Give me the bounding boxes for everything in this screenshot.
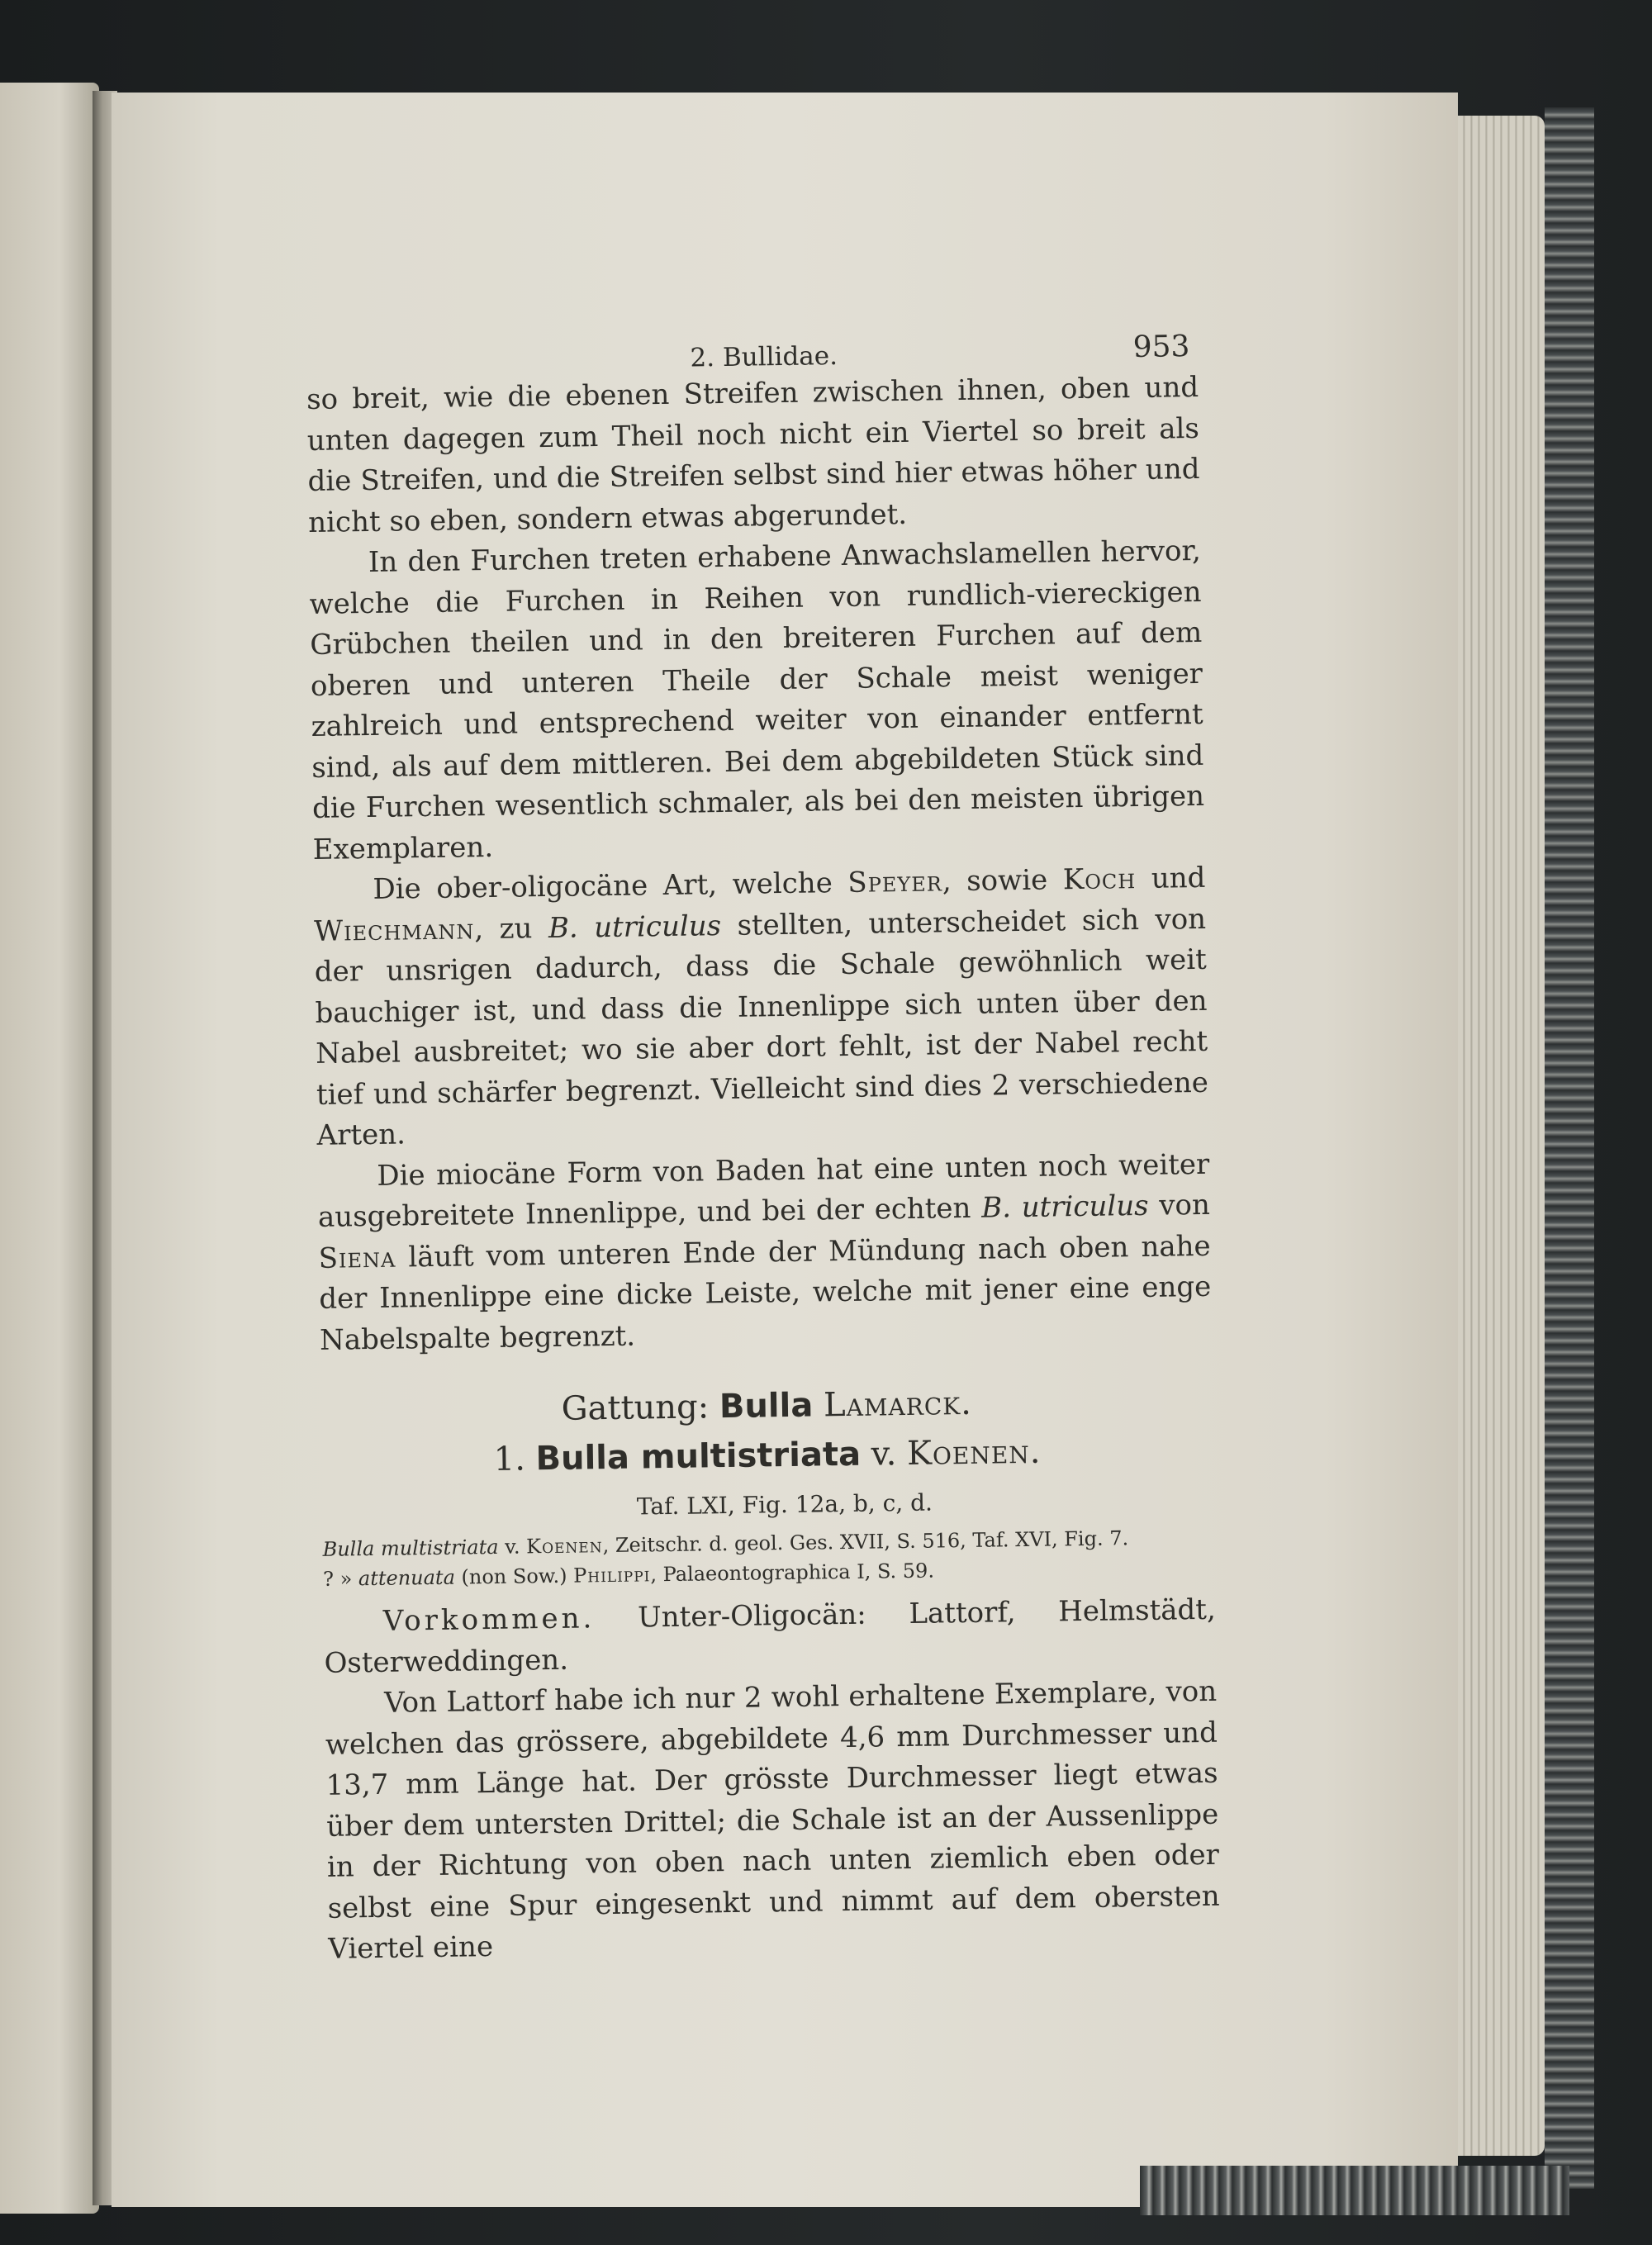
paragraph-last: Von Lattorf habe ich nur 2 wohl erhaltene Exemplare, von welchen das grössere, abgebildete 4,6 mm Durchmesser und 13,7 mm Länge hat. Der grösste Durchmesser liegt etwas über dem untersten Drittel; die Schale ist an der Aussenlippe in der Richtung von oben nach unten ziemlich eben oder selbst eine Spur eingesenkt und nimmt auf dem obersten Viertel eine (325, 1674, 1220, 1966)
text-run: läuft vom unteren Ende der Mündung nach oben nahe der Innenlippe eine dicke Leiste, welche mit jener eine enge Nabelspalte begrenzt. (319, 1229, 1212, 1357)
species-author-prefix: v. (871, 1435, 897, 1474)
synonym-author: Philippi (572, 1563, 651, 1588)
paragraph-1: so breit, wie die ebenen Streifen zwischen ihnen, oben und unten dagegen zum Theil noch nicht ein Viertel so breit als die Streifen, und die Streifen selbst sind hier etwas höher und nicht so eben, sondern etwas abgerundet. (306, 370, 1200, 539)
paragraph-4 (317, 1144, 1212, 1361)
page-content (306, 318, 1221, 1970)
body-text-bottom (324, 1590, 1221, 1971)
genus-heading (320, 1379, 1213, 1434)
cover-bottom-edge (1140, 2166, 1569, 2215)
author-speyer: Speyer (847, 865, 943, 899)
species-author: Koenen. (906, 1432, 1042, 1473)
book-cover-edge (1545, 107, 1594, 2189)
author-koch: Koch (1062, 862, 1137, 897)
text-run: von (1148, 1188, 1211, 1222)
page-stack-edges (1458, 116, 1545, 2156)
text-run: , sowie (942, 863, 1064, 899)
species-name: B. utriculus (980, 1189, 1149, 1225)
place-siena: Siena (318, 1241, 396, 1275)
text-run: Die ober-oligocäne Art, welche (373, 866, 848, 906)
page-number: 953 (1132, 330, 1190, 365)
running-head-section: 2. Bullidae. (690, 341, 838, 373)
paragraph-2: In den Furchen treten erhabene Anwachslamellen hervor, welche die Furchen in Reihen von rundlich-viereckigen Grübchen theilen und in den breiteren Furchen auf dem oberen und unteren Theile der Schale meist weniger zahlreich und entsprechend weiter von einander entfernt sind, als auf dem mittleren. Bei dem abgebildeten Stück sind die Furchen wesentlich schmaler, als bei den meisten übrigen Exemplaren. (309, 534, 1205, 866)
text-run: und (1135, 861, 1206, 896)
synonym-mark: ? » (322, 1567, 353, 1591)
occurrence-label: Vorkommen. (382, 1602, 596, 1638)
synonym-author: Koenen (525, 1534, 603, 1559)
occurrence-text: Unter-Oligocän: Lattorf, Helmstädt, Osterweddingen. (324, 1592, 1217, 1680)
text-run: stellten, unterscheidet sich von der unsrigen dadurch, dass die Schale gewöhnlich weit bauchiger ist, und dass die Innenlippe sich unten über den Nabel ausbreitet; wo sie aber dort fehlt, ist der Nabel recht tief und schärfer begrenzt. Vielleicht sind dies 2 verschiedene Arten. (314, 902, 1209, 1152)
species-title: Bulla multistriata (535, 1435, 862, 1478)
text-run: , zu (474, 911, 549, 946)
genus-author: Lamarck. (823, 1384, 973, 1425)
synonym-reference: , Palaeontographica I, S. 59. (650, 1559, 935, 1587)
synonymy-list (322, 1522, 1215, 1594)
left-page-edge (0, 83, 99, 2214)
plate-reference: Taf. LXI, Fig. 12a, b, c, d. (636, 1488, 933, 1521)
genus-prefix: Gattung: (561, 1388, 720, 1428)
genus-name: Bulla (719, 1386, 814, 1426)
synonym-reference: , Zeitschr. d. geol. Ges. XVII, S. 516, Taf. XVI, Fig. 7. (602, 1526, 1129, 1558)
species-heading (321, 1426, 1214, 1485)
species-name: B. utriculus (548, 909, 722, 945)
synonym-note: (non Sow.) (461, 1564, 567, 1589)
synonym-author-prefix: v. (505, 1535, 520, 1559)
paragraph-3 (313, 858, 1209, 1157)
body-text-top (306, 368, 1212, 1361)
species-number: 1. (493, 1440, 526, 1478)
synonym-name: Bulla multistriata (322, 1535, 499, 1561)
synonym-name: attenuata (358, 1565, 456, 1591)
text-run: Die miocäne Form von Baden hat eine unten noch weiter ausgebreitete Innenlippe, und bei der echten (317, 1147, 1210, 1234)
occurrence-paragraph (324, 1590, 1217, 1684)
author-wiechmann: Wiechmann (313, 912, 475, 948)
